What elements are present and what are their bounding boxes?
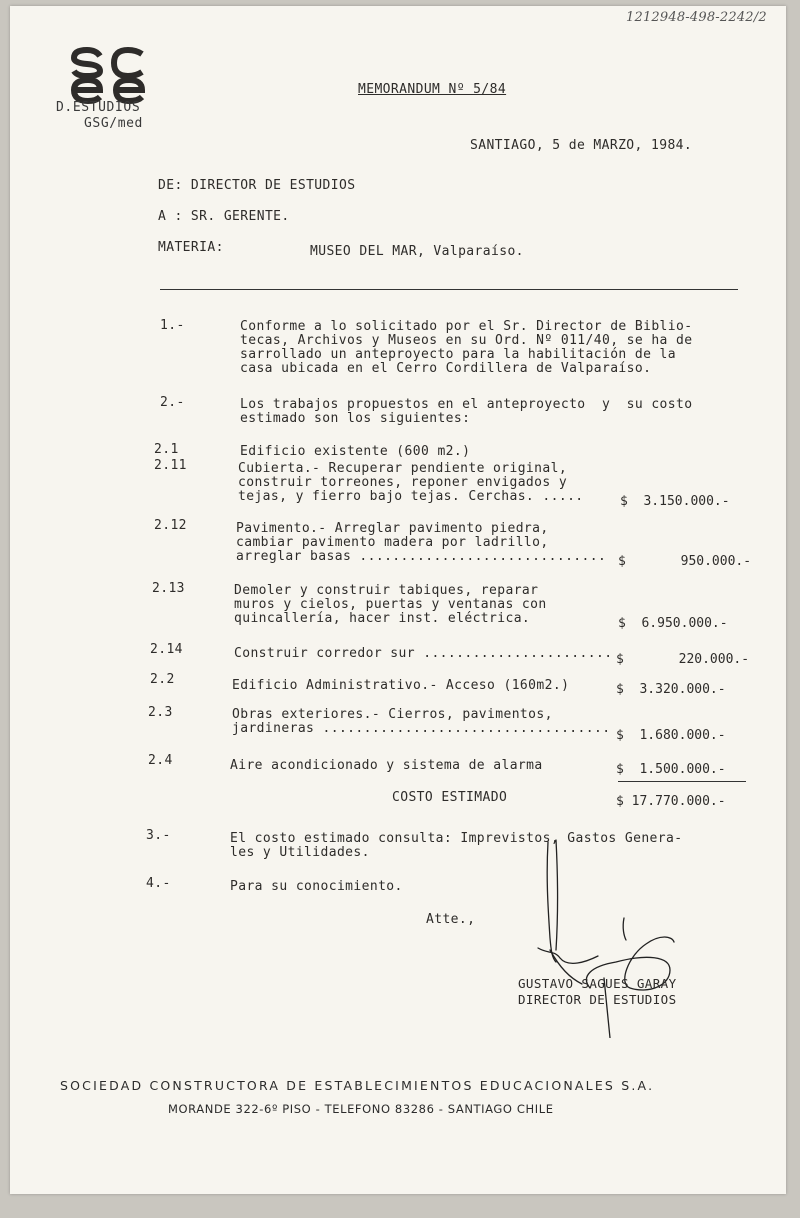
cost-item-amount: $ 6.950.000.- — [618, 616, 728, 631]
signer-title: DIRECTOR DE ESTUDIOS — [518, 992, 677, 1007]
cost-item-line: jardineras ................................... — [232, 721, 611, 736]
cost-item-number: 2.14 — [150, 642, 183, 657]
cost-item-line: Pavimento.- Arreglar pavimento piedra, — [236, 521, 549, 536]
cost-item-line: Demoler y construir tabiques, reparar — [234, 583, 539, 598]
cost-item-line: tejas, y fierro bajo tejas. Cerchas. ..... — [238, 489, 584, 504]
signer-name: GUSTAVO SAGUES GARAY — [518, 976, 677, 991]
item-number: 1.- — [160, 318, 185, 333]
cost-item-amount: $ 3.150.000.- — [620, 494, 730, 509]
cost-item-line: construir torreones, reponer envigados y — [238, 475, 568, 490]
cost-item-line: Edificio existente (600 m2.) — [240, 444, 471, 459]
item-line: les y Utilidades. — [230, 845, 370, 860]
item-number: 4.- — [146, 876, 171, 891]
item-line: El costo estimado consulta: Imprevistos, Gastos Genera- — [230, 831, 683, 846]
sign-off: Atte., — [426, 912, 476, 927]
subject-label: MATERIA: — [158, 240, 224, 255]
initials-label: GSG/med — [84, 116, 143, 131]
cost-item-line: Edificio Administrativo.- Acceso (160m2.) — [232, 678, 570, 693]
cost-item-amount: $ 220.000.- — [616, 652, 750, 667]
cost-item-line: Aire acondicionado y sistema de alarma — [230, 758, 543, 773]
cost-item-number: 2.12 — [154, 518, 187, 533]
cost-item-line: quincallería, hacer inst. eléctrica. — [234, 611, 531, 626]
item-number: 2.- — [160, 395, 185, 410]
cost-item-amount: $ 1.500.000.- — [616, 762, 726, 777]
cost-item-amount: $ 950.000.- — [618, 554, 752, 569]
footer-company: SOCIEDAD CONSTRUCTORA DE ESTABLECIMIENTOS EDUCACIONALES S.A. — [60, 1078, 655, 1093]
cost-item-amount: $ 1.680.000.- — [616, 728, 726, 743]
department-label: D.ESTUDIOS — [56, 100, 141, 115]
from-line: DE: DIRECTOR DE ESTUDIOS — [158, 178, 356, 193]
item-line: Conforme a lo solicitado por el Sr. Director de Biblio- — [240, 319, 693, 334]
cost-item-number: 2.4 — [148, 753, 173, 768]
sum-rule — [618, 781, 746, 782]
cost-item-number: 2.3 — [148, 705, 173, 720]
signature — [520, 838, 720, 1038]
cost-item-line: Obras exteriores.- Cierros, pavimentos, — [232, 707, 553, 722]
item-line: sarrollado un anteproyecto para la habilitación de la — [240, 347, 677, 362]
subject-text: MUSEO DEL MAR, Valparaíso. — [310, 244, 524, 259]
archive-reference: 1212948-498-2242/2 — [626, 10, 767, 25]
cost-item-number: 2.11 — [154, 458, 187, 473]
cost-item-amount: $ 3.320.000.- — [616, 682, 726, 697]
item-line: Para su conocimiento. — [230, 879, 403, 894]
memo-page — [10, 6, 786, 1194]
item-line: Los trabajos propuestos en el anteproyecto y su costo — [240, 397, 693, 412]
cost-item-line: arreglar basas .............................. — [236, 549, 607, 564]
to-line: A : SR. GERENTE. — [158, 209, 290, 224]
item-line: casa ubicada en el Cerro Cordillera de Valparaíso. — [240, 361, 652, 376]
total-amount: $ 17.770.000.- — [616, 794, 726, 809]
total-label: COSTO ESTIMADO — [392, 790, 508, 805]
cost-item-number: 2.1 — [154, 442, 179, 457]
header-divider — [160, 289, 738, 290]
item-line: estimado son los siguientes: — [240, 411, 471, 426]
place-date: SANTIAGO, 5 de MARZO, 1984. — [470, 138, 693, 153]
item-line: tecas, Archivos y Museos en su Ord. Nº 011/40, se ha de — [240, 333, 693, 348]
cost-item-line: Cubierta.- Recuperar pendiente original, — [238, 461, 568, 476]
footer-address: MORANDE 322-6º PISO - TELEFONO 83286 - SANTIAGO CHILE — [168, 1102, 554, 1116]
cost-item-line: muros y cielos, puertas y ventanas con — [234, 597, 547, 612]
item-number: 3.- — [146, 828, 171, 843]
cost-item-number: 2.2 — [150, 672, 175, 687]
company-logo — [66, 46, 150, 104]
cost-item-number: 2.13 — [152, 581, 185, 596]
cost-item-line: cambiar pavimento madera por ladrillo, — [236, 535, 549, 550]
cost-item-line: Construir corredor sur ....................... — [234, 646, 613, 661]
memo-title: MEMORANDUM Nº 5/84 — [358, 82, 507, 97]
